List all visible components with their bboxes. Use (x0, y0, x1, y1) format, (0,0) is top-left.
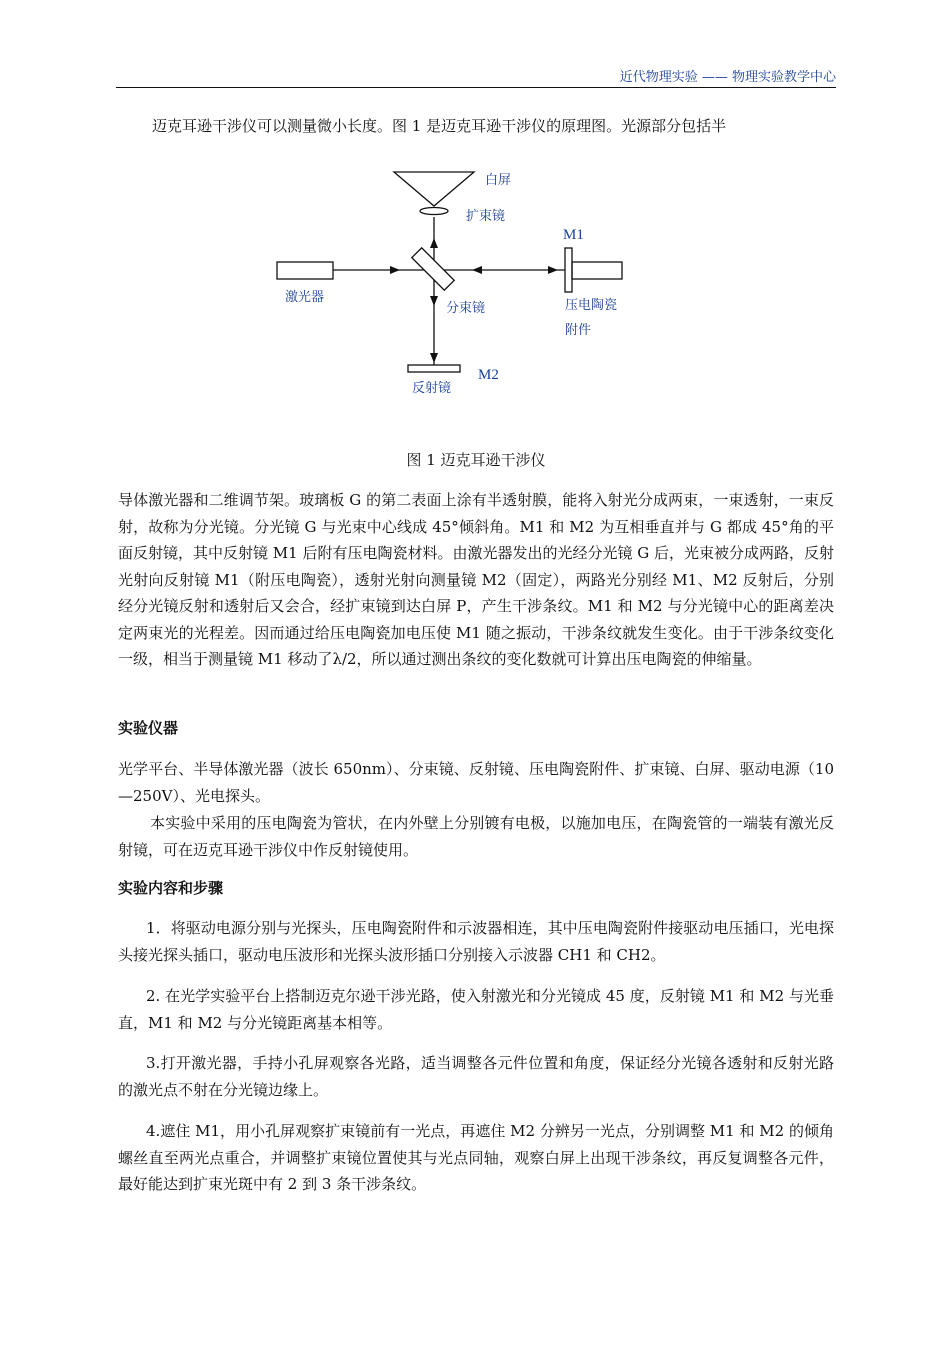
arrow-laser-right (390, 266, 400, 274)
equipment-list: 光学平台、半导体激光器（波长 650nm）、分束镜、反射镜、压电陶瓷附件、扩束镜、白屏、驱动电源（10—250V）、光电探头。 (118, 760, 834, 805)
arrow-up-expander (430, 238, 438, 248)
description-paragraph: 导体激光器和二维调节架。玻璃板 G 的第二表面上涂有半透射膜，能将入射光分成两束，一束透射，一束反射，故称为分光镜。分光镜 G 与光束中心线成 45°倾斜角。M1 和 M2 为互相垂直并与 G 都成 45°角的平面反射镜，其中反射镜 M1 后附有压电陶瓷材料。由激光器发出的光经分光镜 G 后，光束被分成两路，反射光射向反射镜 M1（附压电陶瓷），透射光射向测量镜 M2（固定），两路光分别经 M1、M2 反射后，分别经分光镜反射和透射后又会合，经扩束镜到达白屏 P，产生干涉条纹。M1 和 M2 与分光镜中心的距离差决定两束光的光程差。因而通过给压电陶瓷加电压使 M1 随之振动，干涉条纹就发生变化。由于干涉条纹变化一级，相当于测量镜 M1 移动了λ/2，所以通过测出条纹的变化数就可计算出压电陶瓷的伸缩量。 (118, 491, 834, 668)
m1-mirror (565, 248, 572, 292)
label-piezo-2: 附件 (565, 323, 592, 338)
label-m2: M2 (478, 367, 499, 383)
arrow-down-splitter (430, 296, 438, 306)
label-m1: M1 (563, 227, 584, 243)
section-title-equipment: 实验仪器 (118, 719, 179, 737)
figure-caption: 图 1 迈克耳逊干涉仪 (406, 451, 546, 469)
intro-paragraph: 迈克耳逊干涉仪可以测量微小长度。图 1 是迈克耳逊干涉仪的原理图。光源部分包括半 (152, 117, 727, 135)
procedure-step-2: 2. 在光学实验平台上搭制迈克尔逊干涉光路，使入射激光和分光镜成 45 度，反射镜 M1 和 M2 与光垂直，M1 和 M2 与分光镜距离基本相等。 (118, 987, 834, 1032)
section-title-procedure: 实验内容和步骤 (118, 879, 224, 897)
laser-box (277, 262, 333, 279)
label-screen: 白屏 (485, 173, 512, 188)
arrow-m1-left (472, 266, 482, 274)
beam-expander-lens (420, 208, 448, 215)
equipment-note: 本实验中采用的压电陶瓷为管状，在内外壁上分别镀有电极，以施加电压，在陶瓷管的一端装有激光反射镜，可在迈克耳逊干涉仪中作反射镜使用。 (118, 814, 834, 859)
arrow-down-m2 (430, 353, 438, 363)
page-header: 近代物理实验 —— 物理实验教学中心 (619, 70, 836, 85)
label-laser: 激光器 (285, 290, 325, 305)
procedure-step-4: 4.遮住 M1，用小孔屏观察扩束镜前有一光点，再遮住 M2 分辨另一光点，分别调整 M1 和 M2 的倾角螺丝直至两光点重合，并调整扩束镜位置使其与光点同轴，观察白屏上出现干涉条纹，再反复调整各元件，最好能达到扩束光斑中有 2 到 3 条干涉条纹。 (118, 1122, 834, 1193)
label-piezo-1: 压电陶瓷 (565, 298, 618, 313)
procedure-step-1: 1．将驱动电源分别与光探头，压电陶瓷附件和示波器相连，其中压电陶瓷附件接驱动电压插口，光电探头接光探头插口，驱动电压波形和光探头波形插口分别接入示波器 CH1 和 CH2。 (118, 919, 834, 964)
piezo-box (572, 262, 622, 279)
white-screen-shape (394, 172, 474, 206)
beam-splitter-plate (412, 248, 454, 290)
header-rule (116, 87, 836, 88)
procedure-step-3: 3.打开激光器，手持小孔屏观察各光路，适当调整各元件位置和角度，保证经分光镜各透射和反射光路的激光点不射在分光镜边缘上。 (118, 1054, 834, 1099)
label-splitter: 分束镜 (446, 301, 486, 316)
arrow-m1-right (548, 266, 558, 274)
label-expander: 扩束镜 (466, 209, 506, 224)
m2-mirror (408, 365, 460, 372)
label-reflector: 反射镜 (412, 381, 452, 396)
michelson-diagram (260, 160, 660, 410)
